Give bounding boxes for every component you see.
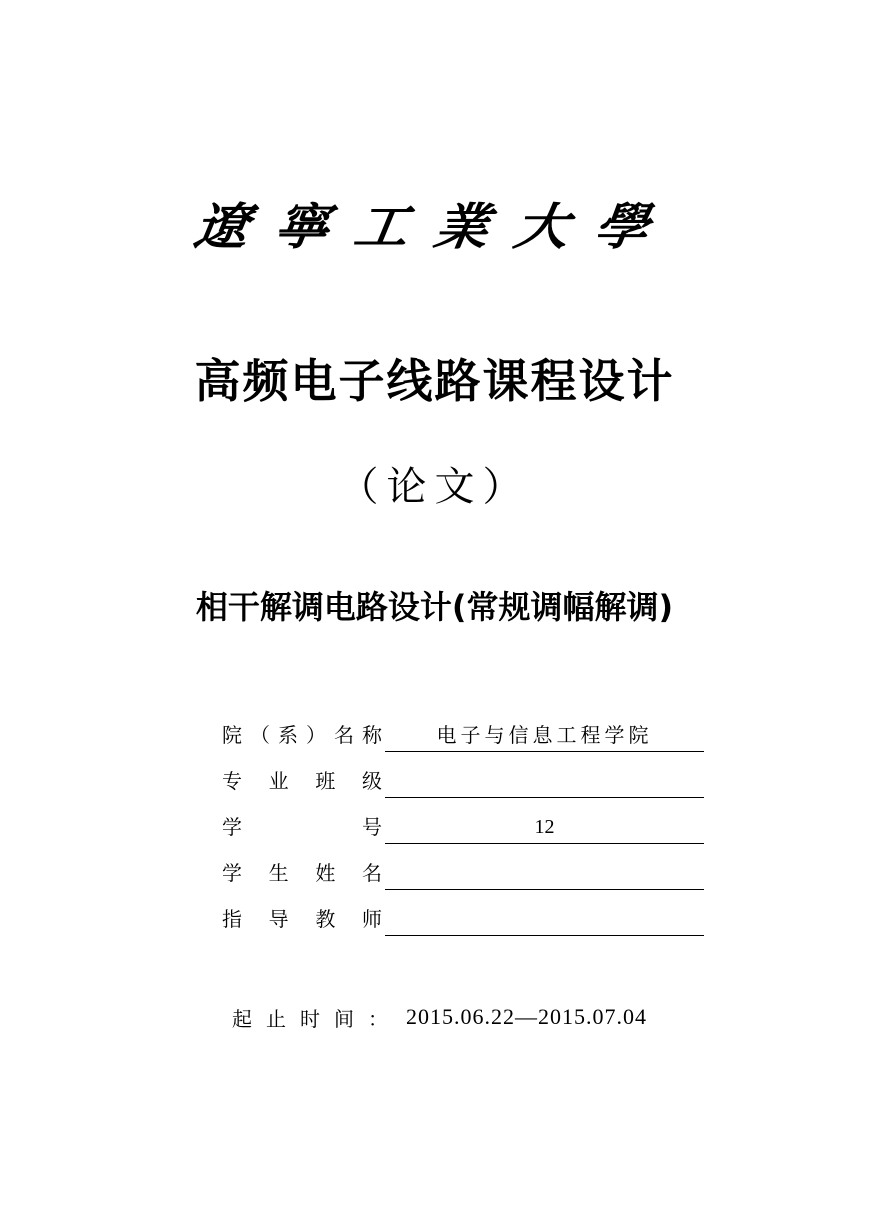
university-logo <box>0 178 869 268</box>
label-char: 名 <box>361 861 382 885</box>
info-row-department <box>222 716 704 762</box>
label-char: 生 <box>268 861 289 885</box>
info-label-student-id <box>222 812 382 842</box>
label-char: 号 <box>362 815 382 839</box>
info-row-advisor <box>222 900 704 946</box>
label-char: 院 <box>222 723 242 747</box>
label-char: 级 <box>361 769 382 793</box>
document-subtitle: （论文） <box>338 464 531 510</box>
info-label-advisor <box>222 904 382 934</box>
label-char: ） <box>306 723 326 747</box>
label-char: 导 <box>268 907 289 931</box>
label-char: 指 <box>222 907 242 931</box>
label-char: （ <box>250 723 270 747</box>
info-value-department: 电子与信息工程学院 <box>385 720 704 752</box>
university-logo-text: 遼寧工業大學 <box>189 196 679 256</box>
label-char: 师 <box>361 907 382 931</box>
info-label-department <box>222 720 382 750</box>
info-table <box>222 716 704 946</box>
label-char: 业 <box>268 769 289 793</box>
thesis-topic: 相干解调电路设计(常规调幅解调) <box>195 588 674 626</box>
info-row-class <box>222 762 704 808</box>
period-label: 起止时间： <box>232 1006 402 1031</box>
document-title: 高频电子线路课程设计 <box>194 354 675 408</box>
info-value-student-name <box>385 858 704 890</box>
period-value: 2015.06.22—2015.07.04 <box>406 1004 647 1029</box>
period-line <box>232 1002 647 1032</box>
label-char: 称 <box>362 723 382 747</box>
label-char: 专 <box>222 769 242 793</box>
info-value-advisor <box>385 904 704 936</box>
label-char: 系 <box>278 723 298 747</box>
info-row-student-name <box>222 854 704 900</box>
info-value-student-id: 12 <box>385 812 704 844</box>
label-char: 姓 <box>315 861 336 885</box>
info-row-student-id <box>222 808 704 854</box>
info-label-class <box>222 766 382 796</box>
label-char: 教 <box>315 907 336 931</box>
label-char: 学 <box>222 815 242 839</box>
label-char: 班 <box>315 769 336 793</box>
info-value-class <box>385 766 704 798</box>
label-char: 学 <box>222 861 242 885</box>
info-label-student-name <box>222 858 382 888</box>
label-char: 名 <box>334 723 354 747</box>
